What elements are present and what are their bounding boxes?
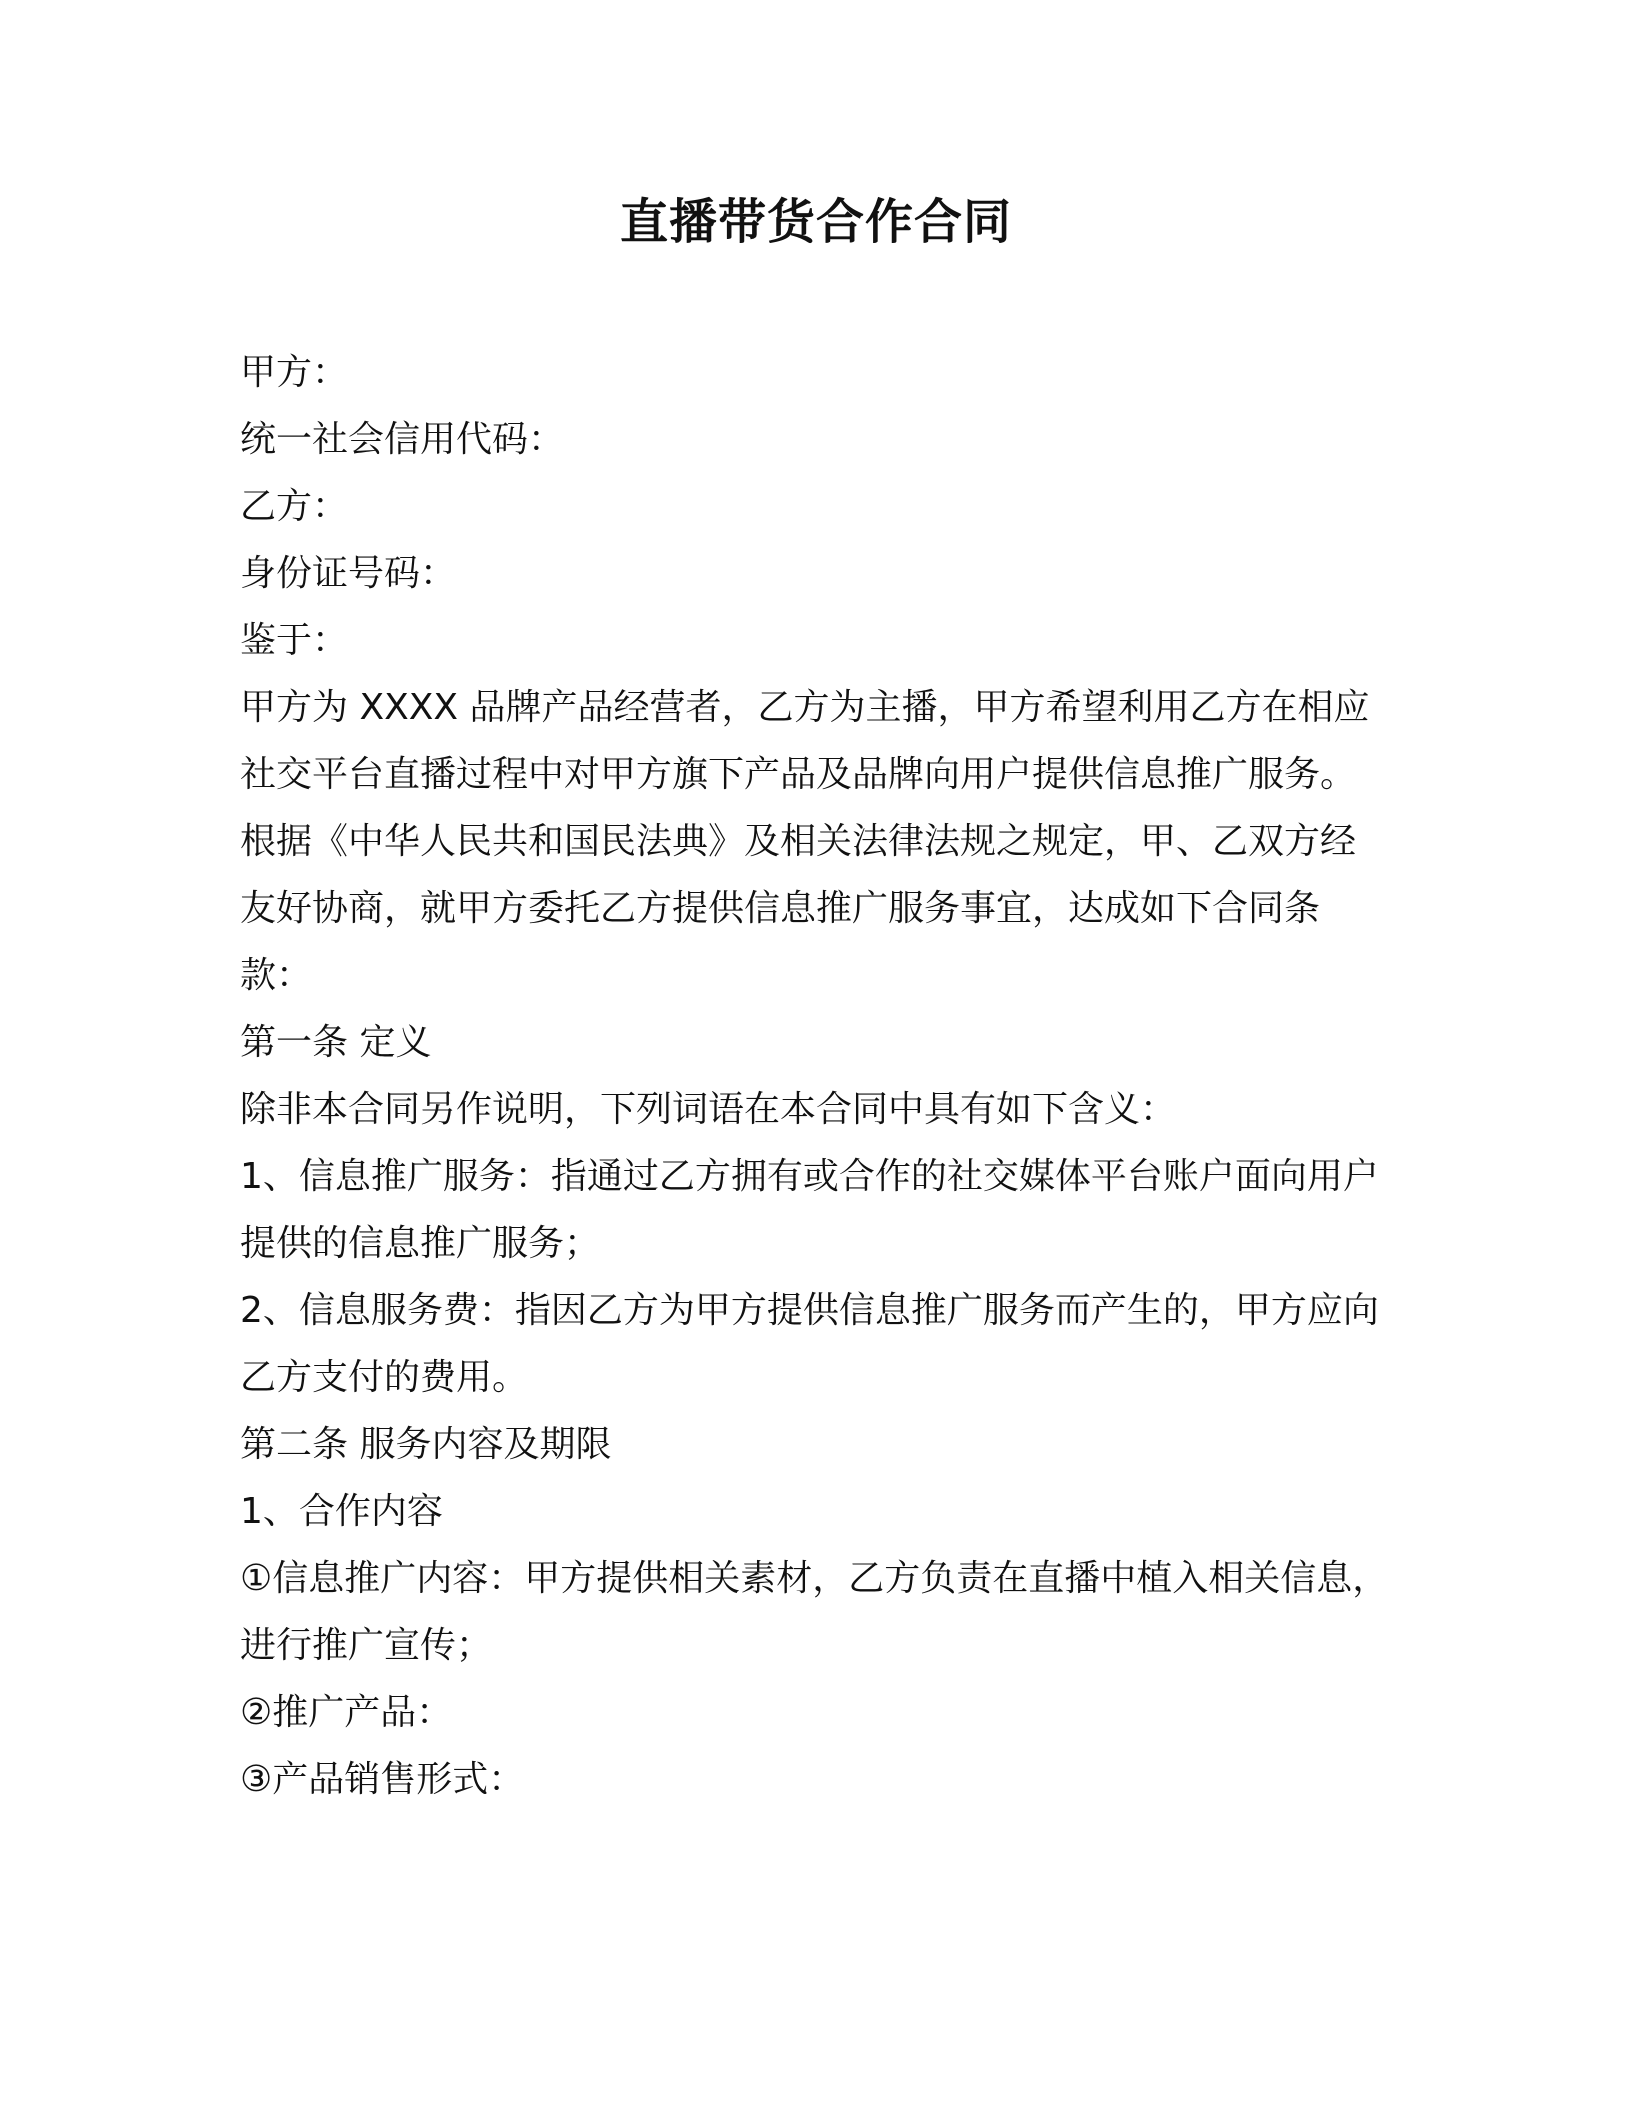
credit-code-line: 统一社会信用代码： bbox=[240, 419, 565, 460]
definitions-intro: 除非本合同另作说明，下列词语在本合同中具有如下含义： bbox=[240, 1089, 1177, 1130]
sales-form-item: ③产品销售形式： bbox=[240, 1759, 525, 1800]
cooperation-content-heading: 1、合作内容 bbox=[240, 1491, 443, 1532]
document-body bbox=[240, 339, 1390, 1813]
whereas-heading: 鉴于： bbox=[240, 620, 349, 661]
id-number-line: 身份证号码： bbox=[240, 553, 457, 594]
legal-basis-paragraph: 根据《中华人民共和国民法典》及相关法律法规之规定，甲、乙双方经友好协商，就甲方委托乙方提供信息推广服务事宜，达成如下合同条款： bbox=[240, 821, 1357, 996]
definition-item-1: 1、信息推广服务：指通过乙方拥有或合作的社交媒体平台账户面向用户提供的信息推广服务； bbox=[240, 1156, 1379, 1264]
article-1-heading: 第一条 定义 bbox=[240, 1022, 432, 1063]
party-b-line: 乙方： bbox=[240, 486, 349, 527]
promoted-products-item: ②推广产品： bbox=[240, 1692, 453, 1733]
whereas-paragraph: 甲方为 XXXX 品牌产品经营者，乙方为主播，甲方希望利用乙方在相应社交平台直播过程中对甲方旗下产品及品牌向用户提供信息推广服务。 bbox=[240, 687, 1370, 795]
promotion-content-item: ①信息推广内容：甲方提供相关素材，乙方负责在直播中植入相关信息，进行推广宣传； bbox=[240, 1558, 1389, 1666]
party-a-line: 甲方： bbox=[240, 352, 349, 393]
definition-item-2: 2、信息服务费：指因乙方为甲方提供信息推广服务而产生的，甲方应向乙方支付的费用。 bbox=[240, 1290, 1379, 1398]
document-title: 直播带货合作合同 bbox=[619, 194, 1012, 250]
article-2-heading: 第二条 服务内容及期限 bbox=[240, 1424, 612, 1465]
